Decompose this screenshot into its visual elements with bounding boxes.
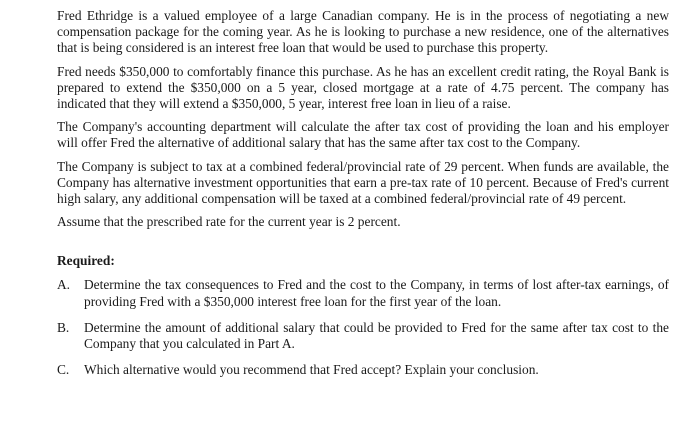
required-item-letter: C. — [57, 362, 70, 378]
required-item-text: Which alternative would you recommend that Fred accept? Explain your conclusion. — [84, 362, 539, 378]
required-item-text: Determine the amount of additional salary that could be provided to Fred for the same after tax cost to the Company that you calculated in Part A. — [84, 319, 669, 352]
required-item-c — [57, 362, 669, 378]
required-item-b — [57, 320, 669, 352]
accounting-paragraph: The Company's accounting department will calculate the after tax cost of providing the loan and his employer will offer Fred the alternative of additional salary that has the same after tax cost to the Company. — [57, 119, 669, 151]
required-item-a — [57, 277, 669, 309]
financing-paragraph: Fred needs $350,000 to comfortably finance this purchase. As he has an excellent credit rating, the Royal Bank is prepared to extend the $350,000 on a 5 year, closed mortgage at a rate of 4.75 percent. The company has indicated that they will extend a $350,000, 5 year, interest free loan in lieu of a raise. — [57, 63, 669, 112]
required-item-text: Determine the tax consequences to Fred and the cost to the Company, in terms of lost after-tax earnings, of providing Fred with a $350,000 interest free loan for the first year of the loan. — [84, 277, 669, 309]
document-page — [57, 8, 669, 388]
tax-rate-paragraph: The Company is subject to tax at a combined federal/provincial rate of 29 percent. When funds are available, the Company has alternative investment opportunities that earn a pre-tax rate of 10 percent. Because of Fred's current high salary, any additional compensation will be taxed at a combined federal/provincial rate of 49 percent. — [57, 158, 669, 207]
required-heading: Required: — [57, 253, 115, 269]
required-item-letter: A. — [57, 277, 71, 293]
required-list — [57, 277, 669, 378]
required-item-letter: B. — [57, 319, 70, 335]
prescribed-rate-paragraph: Assume that the prescribed rate for the current year is 2 percent. — [57, 214, 401, 230]
intro-paragraph: Fred Ethridge is a valued employee of a large Canadian company. He is in the process of negotiating a new compensation package for the coming year. As he is looking to purchase a new residence, one of the alternatives that is being considered is an interest free loan that would be used to purchase this property. — [57, 8, 669, 56]
